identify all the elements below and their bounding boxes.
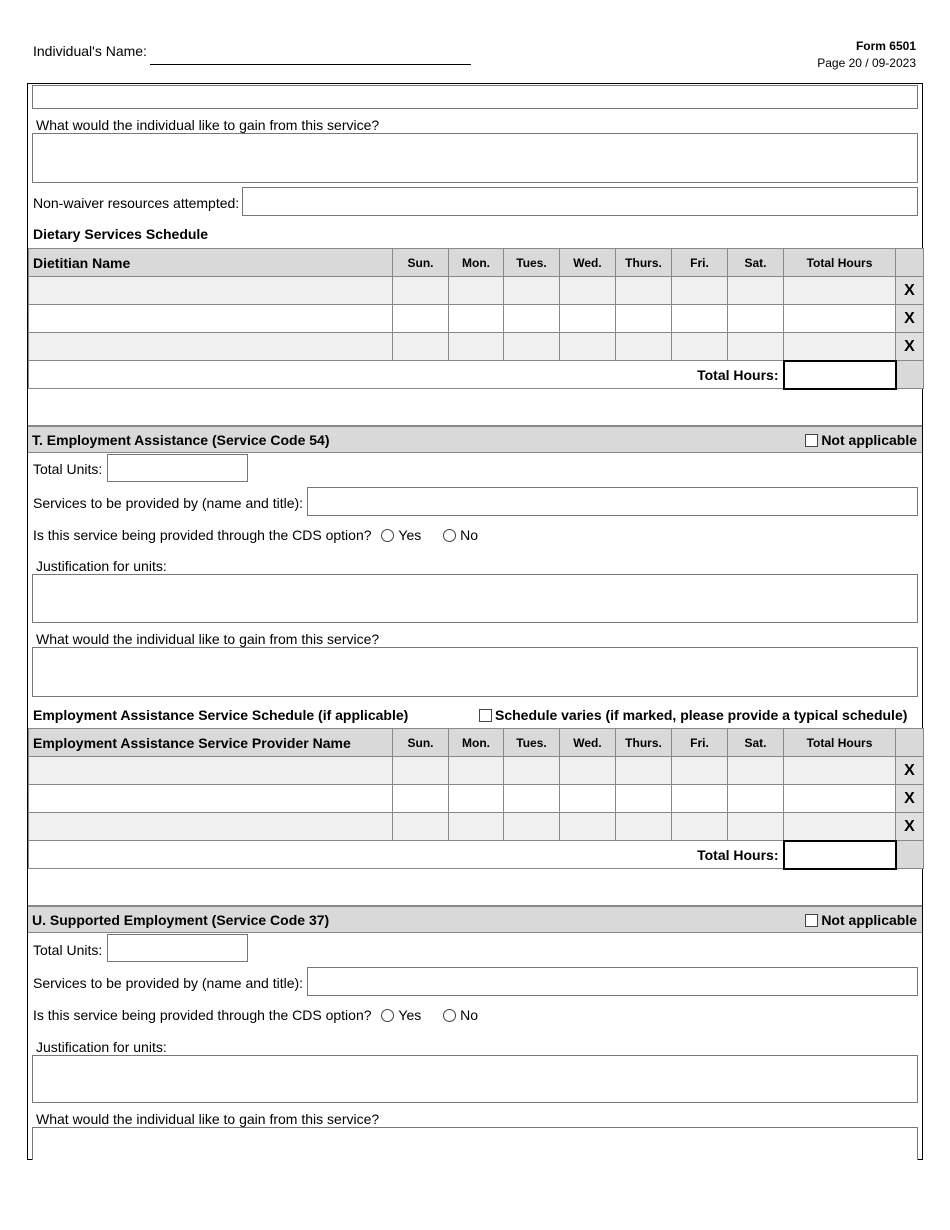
day-cell[interactable] <box>504 813 560 841</box>
cds-question-u: Is this service being provided through the CDS option? Yes No <box>33 1007 479 1023</box>
provider-label-t: Services to be provided by (name and title): <box>33 495 304 511</box>
day-cell[interactable] <box>560 305 616 333</box>
dietitian-name-header: Dietitian Name <box>29 249 393 277</box>
section-u-not-applicable[interactable]: Not applicable <box>805 912 917 928</box>
delete-row-button[interactable]: X <box>896 277 924 305</box>
justification-textarea-t[interactable] <box>32 574 918 623</box>
day-cell[interactable] <box>504 785 560 813</box>
day-cell[interactable] <box>449 785 504 813</box>
day-cell[interactable] <box>449 305 504 333</box>
row-total-cell <box>784 813 896 841</box>
day-header-wed: Wed. <box>560 249 616 277</box>
day-cell[interactable] <box>560 277 616 305</box>
name-cell[interactable] <box>29 757 393 785</box>
cds-yes-option-t[interactable]: Yes <box>381 527 421 543</box>
gain-question-label-prev: What would the individual like to gain from this service? <box>36 117 380 133</box>
day-cell[interactable] <box>560 813 616 841</box>
day-header-sat: Sat. <box>728 249 784 277</box>
total-hours-field <box>784 361 896 389</box>
name-cell[interactable] <box>29 277 393 305</box>
day-header-mon: Mon. <box>449 249 504 277</box>
table-row <box>29 277 924 305</box>
nonwaiver-label: Non-waiver resources attempted: <box>33 195 240 211</box>
day-header-fri: Fri. <box>672 729 728 757</box>
total-units-label-t: Total Units: <box>33 461 103 477</box>
section-u-title: U. Supported Employment (Service Code 37) <box>32 912 330 928</box>
page-info: Page 20 / 09-2023 <box>817 56 916 70</box>
day-cell[interactable] <box>393 305 449 333</box>
name-cell[interactable] <box>29 813 393 841</box>
delete-row-button[interactable]: X <box>896 785 924 813</box>
total-hours-label: Total Hours: <box>29 361 784 389</box>
day-cell[interactable] <box>616 333 672 361</box>
provider-name-header: Employment Assistance Service Provider Name <box>29 729 393 757</box>
cds-no-option-u[interactable]: No <box>443 1007 478 1023</box>
day-cell[interactable] <box>504 277 560 305</box>
cds-no-option-t[interactable]: No <box>443 527 478 543</box>
row-total-cell <box>784 277 896 305</box>
day-header-sun: Sun. <box>393 249 449 277</box>
row-total-cell <box>784 757 896 785</box>
section-spacer <box>28 388 922 426</box>
cds-yes-option-u[interactable]: Yes <box>381 1007 421 1023</box>
gain-question-label-t: What would the individual like to gain from this service? <box>36 631 380 647</box>
dietary-schedule-table <box>28 248 924 390</box>
section-t-title: T. Employment Assistance (Service Code 54) <box>32 432 330 448</box>
day-cell[interactable] <box>672 333 728 361</box>
not-applicable-checkbox[interactable] <box>805 434 818 447</box>
nonwaiver-input[interactable] <box>242 187 918 216</box>
delete-row-button[interactable]: X <box>896 757 924 785</box>
employment-schedule-title: Employment Assistance Service Schedule (if applicable) <box>33 707 409 723</box>
section-t-not-applicable[interactable]: Not applicable <box>805 432 917 448</box>
form-number: Form 6501 <box>855 39 916 53</box>
day-header-wed: Wed. <box>560 729 616 757</box>
day-cell[interactable] <box>728 305 784 333</box>
day-cell[interactable] <box>616 785 672 813</box>
table-row <box>29 785 924 813</box>
day-cell[interactable] <box>393 277 449 305</box>
day-cell[interactable] <box>504 333 560 361</box>
row-total-cell <box>784 333 896 361</box>
total-spacer <box>896 361 924 389</box>
day-cell[interactable] <box>449 813 504 841</box>
total-hours-label: Total Hours: <box>29 841 784 869</box>
table-row <box>29 813 924 841</box>
gain-textarea-t[interactable] <box>32 647 918 697</box>
section-t-header <box>28 426 922 453</box>
provider-input-t[interactable] <box>307 487 918 516</box>
delete-row-button[interactable]: X <box>896 305 924 333</box>
not-applicable-checkbox[interactable] <box>805 914 818 927</box>
provider-input-u[interactable] <box>307 967 918 996</box>
row-total-cell <box>784 305 896 333</box>
total-hours-header: Total Hours <box>784 729 896 757</box>
day-cell[interactable] <box>393 813 449 841</box>
gain-textarea-u[interactable] <box>32 1127 918 1160</box>
total-units-label-u: Total Units: <box>33 942 103 958</box>
day-cell[interactable] <box>560 757 616 785</box>
day-header-thu: Thurs. <box>616 249 672 277</box>
schedule-varies-checkbox[interactable] <box>479 709 492 722</box>
day-cell[interactable] <box>449 333 504 361</box>
day-cell[interactable] <box>616 277 672 305</box>
day-cell[interactable] <box>672 785 728 813</box>
day-cell[interactable] <box>728 333 784 361</box>
day-cell[interactable] <box>728 785 784 813</box>
table-row <box>29 757 924 785</box>
justification-textarea-u[interactable] <box>32 1055 918 1103</box>
delete-col-header <box>896 249 924 277</box>
day-cell[interactable] <box>672 277 728 305</box>
day-cell[interactable] <box>449 277 504 305</box>
radio-icon[interactable] <box>381 529 394 542</box>
delete-row-button[interactable]: X <box>896 813 924 841</box>
day-cell[interactable] <box>728 813 784 841</box>
total-units-input-u[interactable] <box>107 934 248 962</box>
day-header-fri: Fri. <box>672 249 728 277</box>
day-cell[interactable] <box>728 277 784 305</box>
radio-icon[interactable] <box>443 529 456 542</box>
day-cell[interactable] <box>616 813 672 841</box>
day-cell[interactable] <box>560 785 616 813</box>
section-u-header <box>28 906 922 933</box>
total-hours-header: Total Hours <box>784 249 896 277</box>
name-cell[interactable] <box>29 785 393 813</box>
justification-label-t: Justification for units: <box>36 558 167 574</box>
gain-question-label-u: What would the individual like to gain from this service? <box>36 1111 380 1127</box>
day-header-mon: Mon. <box>449 729 504 757</box>
day-cell[interactable] <box>672 757 728 785</box>
day-header-tue: Tues. <box>504 729 560 757</box>
day-cell[interactable] <box>672 813 728 841</box>
day-header-sat: Sat. <box>728 729 784 757</box>
day-cell[interactable] <box>393 757 449 785</box>
day-cell[interactable] <box>504 305 560 333</box>
dietary-schedule-title: Dietary Services Schedule <box>33 226 209 242</box>
radio-icon[interactable] <box>443 1009 456 1022</box>
day-cell[interactable] <box>560 333 616 361</box>
individual-name-label: Individual's Name: <box>33 43 147 59</box>
total-spacer <box>896 841 924 869</box>
day-header-sun: Sun. <box>393 729 449 757</box>
day-header-thu: Thurs. <box>616 729 672 757</box>
day-cell[interactable] <box>728 757 784 785</box>
total-hours-field <box>784 841 896 869</box>
radio-icon[interactable] <box>381 1009 394 1022</box>
name-cell[interactable] <box>29 305 393 333</box>
cds-question-t: Is this service being provided through the CDS option? Yes No <box>33 527 479 543</box>
delete-row-button[interactable]: X <box>896 333 924 361</box>
name-cell[interactable] <box>29 333 393 361</box>
day-cell[interactable] <box>393 333 449 361</box>
day-cell[interactable] <box>504 757 560 785</box>
individual-name-line[interactable] <box>150 64 471 65</box>
table-row <box>29 333 924 361</box>
justification-textarea-prev[interactable] <box>32 85 918 109</box>
day-cell[interactable] <box>449 757 504 785</box>
gain-textarea-prev[interactable] <box>32 133 918 183</box>
employment-schedule-table <box>28 728 924 870</box>
table-row <box>29 305 924 333</box>
day-cell[interactable] <box>393 785 449 813</box>
row-total-cell <box>784 785 896 813</box>
day-cell[interactable] <box>616 757 672 785</box>
day-cell[interactable] <box>672 305 728 333</box>
provider-label-u: Services to be provided by (name and title): <box>33 975 304 991</box>
schedule-varies-option[interactable]: Schedule varies (if marked, please provide a typical schedule) <box>479 707 907 723</box>
day-cell[interactable] <box>616 305 672 333</box>
justification-label-u: Justification for units: <box>36 1039 167 1055</box>
section-spacer <box>28 868 922 906</box>
total-units-input-t[interactable] <box>107 454 248 482</box>
delete-col-header <box>896 729 924 757</box>
day-header-tue: Tues. <box>504 249 560 277</box>
